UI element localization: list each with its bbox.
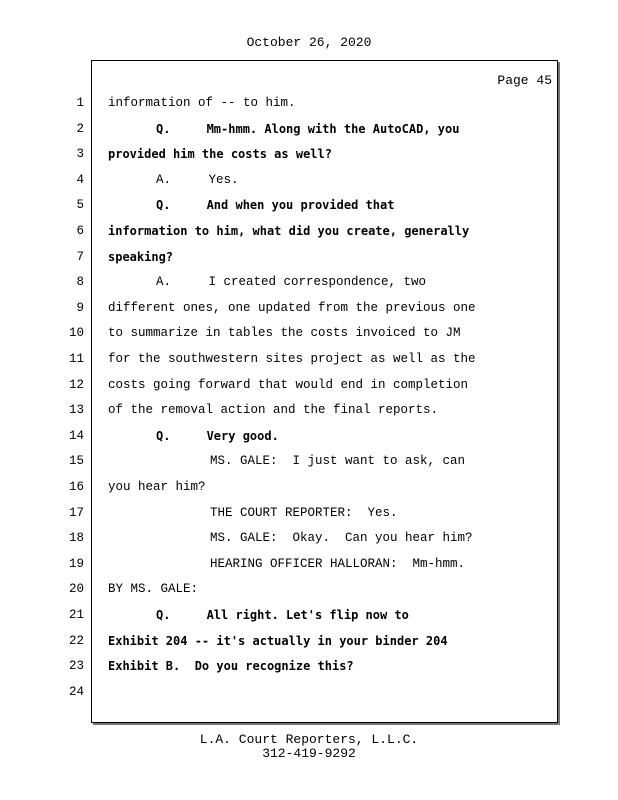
transcript-line: A. I created correspondence, two [156, 275, 427, 290]
line-number: 6 [76, 224, 84, 238]
transcript-line: you hear him? [108, 480, 206, 494]
transcript-line: BY MS. GALE: [108, 582, 199, 597]
line-number: 20 [68, 582, 84, 597]
transcript-line: Q. All right. Let's flip now to [156, 608, 409, 622]
line-number: 2 [76, 121, 84, 136]
transcript-line: information to him, what did you create, generally [108, 224, 470, 238]
transcript-line: THE COURT REPORTER: Yes. [210, 505, 398, 520]
line-number: 5 [76, 198, 84, 213]
page-number: Page 45 [497, 73, 552, 88]
line-number: 15 [68, 454, 84, 469]
line-number: 18 [68, 531, 84, 546]
line-number: 16 [68, 480, 84, 494]
transcript-line: A. Yes. [156, 172, 239, 187]
transcript-line: HEARING OFFICER HALLORAN: Mm-hmm. [210, 556, 466, 571]
footer-company: L.A. Court Reporters, L.L.C. [199, 732, 419, 747]
line-number: 24 [68, 684, 84, 699]
line-number: 17 [68, 505, 84, 520]
transcript-line: information of -- to him. [108, 96, 296, 110]
transcript-line: Q. Mm-hmm. Along with the AutoCAD, you [156, 121, 460, 136]
transcript-line: to summarize in tables the costs invoiced to JM [108, 326, 461, 341]
line-number: 12 [68, 377, 84, 392]
line-number: 10 [68, 326, 84, 341]
header-date: October 26, 2020 [246, 35, 372, 50]
transcript-line: MS. GALE: I just want to ask, can [210, 454, 466, 469]
line-number: 9 [76, 300, 84, 315]
line-number: 8 [76, 275, 84, 290]
line-number: 23 [68, 659, 84, 674]
line-number: 22 [68, 633, 84, 648]
line-number: 3 [76, 147, 84, 162]
line-number: 7 [76, 249, 84, 264]
line-number: 11 [68, 352, 84, 366]
transcript-line: provided him the costs as well? [108, 147, 332, 162]
transcript-line: Q. Very good. [156, 428, 279, 443]
transcript-line: speaking? [108, 249, 174, 264]
transcript-line: Exhibit B. Do you recognize this? [108, 659, 354, 674]
line-number: 19 [68, 556, 84, 571]
footer-phone: 312-419-9292 [262, 746, 356, 761]
footer [0, 733, 618, 761]
line-number: 21 [68, 608, 84, 622]
line-number: 14 [68, 428, 84, 443]
transcript-line: different ones, one updated from the previous one [108, 300, 476, 315]
transcript-line: for the southwestern sites project as well as the [108, 352, 476, 366]
transcript-line: costs going forward that would end in completion [108, 377, 469, 392]
transcript-line: Q. And when you provided that [156, 198, 395, 213]
line-number: 4 [76, 172, 84, 187]
transcript-line: Exhibit 204 -- it's actually in your binder 204 [108, 633, 448, 648]
line-number: 13 [68, 403, 84, 418]
transcript-line: of the removal action and the final reports. [108, 403, 439, 418]
line-number: 1 [76, 96, 84, 110]
transcript-line: MS. GALE: Okay. Can you hear him? [210, 531, 473, 546]
